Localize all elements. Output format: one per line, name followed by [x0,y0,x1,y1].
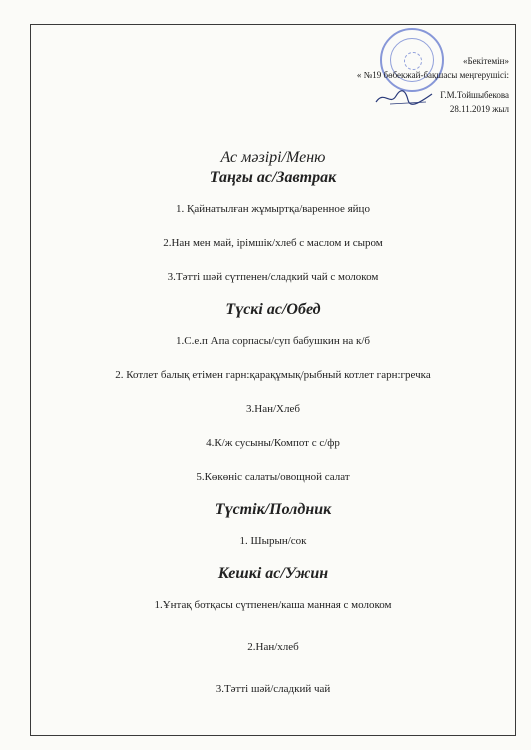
approval-person: Г.М.Тойшыбекова [440,90,509,100]
menu-item: 1.Ұнтақ ботқасы сүтпенен/каша манная с молоком [154,599,392,611]
menu-content [30,148,516,696]
menu-item: 1.С.е.п Апа сорпасы/суп бабушкин на к/б [176,335,370,347]
approval-heading: «Бекітемін» [463,56,509,66]
approval-block [309,54,509,116]
menu-item: 2.Нан мен май, ірімшік/хлеб с маслом и сыром [163,237,383,249]
menu-item: 2.Нан/хлеб [247,641,299,653]
menu-item: 5.Көкөніс салаты/овощной салат [196,471,350,483]
section-title-breakfast: Таңғы ас/Завтрак [209,169,337,186]
section-title-dinner: Кешкі ас/Ужин [217,565,329,582]
approval-date: 28.11.2019 жыл [449,104,509,114]
menu-item: 3.Тәтті шәй/сладкий чай [215,683,331,695]
menu-item: 4.К/ж сусыны/Компот с с/фр [206,437,340,449]
menu-item: 3.Нан/Хлеб [246,403,300,415]
menu-title: Ас мәзірі/Меню [220,149,326,166]
menu-item: 1. Шырын/сок [239,535,307,547]
section-title-lunch: Түскі ас/Обед [225,301,321,318]
menu-item: 3.Тәтті шәй сүтпенен/сладкий чай с молоком [167,271,379,283]
section-title-snack: Түстік/Полдник [214,501,332,518]
approval-organization: « №19 бөбекжай-бақшасы меңгерушісі: [356,70,509,80]
menu-item: 2. Котлет балық етімен гарн:қарақұмық/рыбный котлет гарн:гречка [115,369,431,381]
menu-item: 1. Қайнатылған жұмыртқа/варенное яйцо [176,203,370,215]
